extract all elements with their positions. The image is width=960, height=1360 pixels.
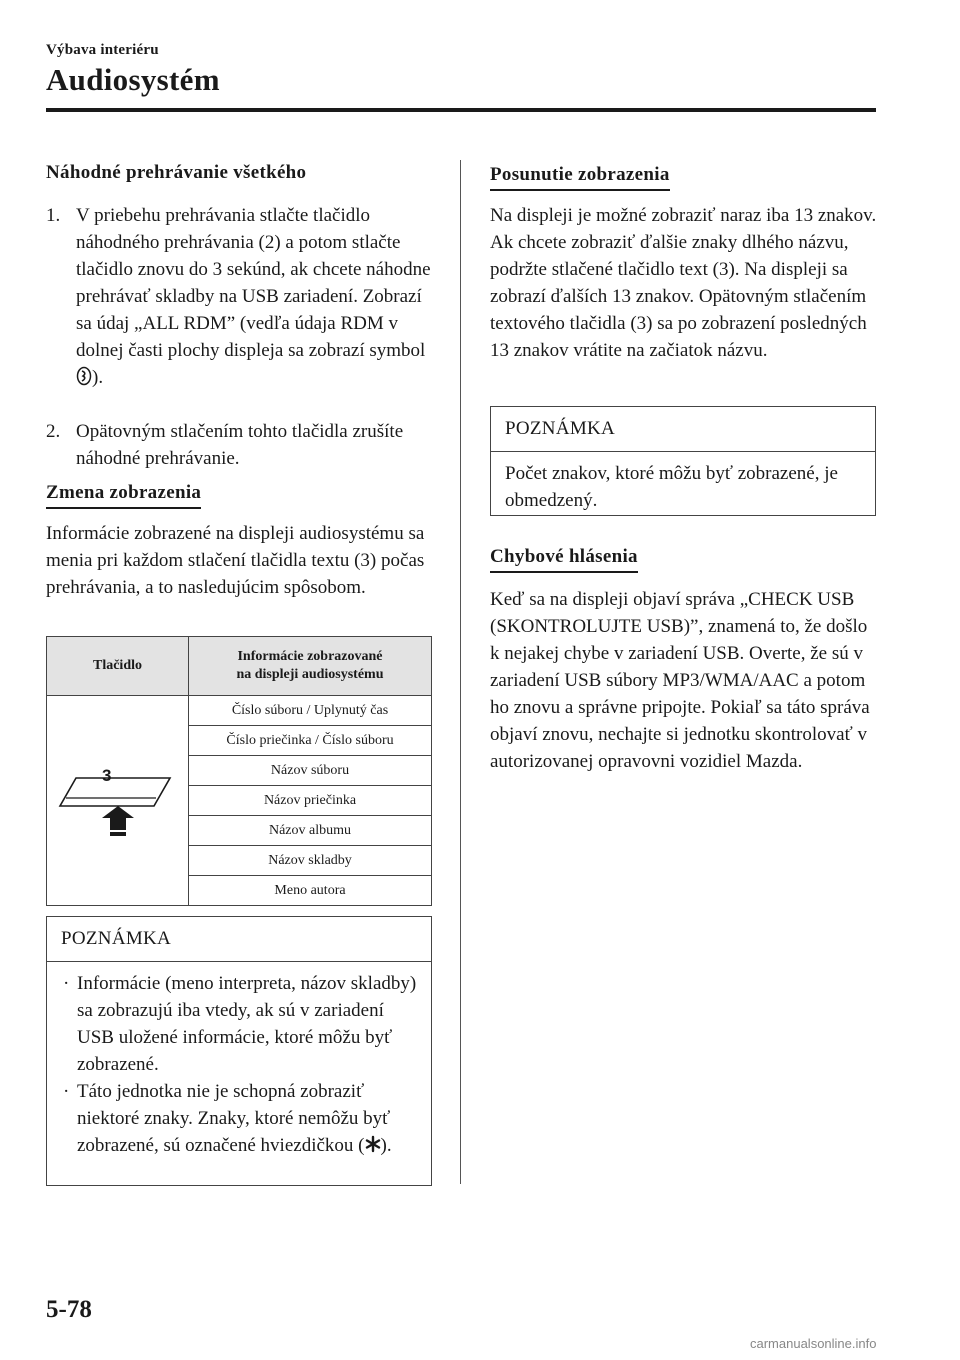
error-text: Keď sa na displeji objaví správa „CHECK USB (SKONTROLUJTE USB)”, znamená to, že došlo k nejakej chybe v zariadení USB. Overte, že sú v zariadení USB súbory MP3/WMA/AAC a potom ho znovu a správne pripojte. Pokiaľ sa táto správa objaví znovu, nechajte si jednotku skontrolovať v autorizovanej opravovni vozidiel Mazda. — [490, 589, 870, 772]
step-text: Opätovným stlačením tohto tlačidla zrušíte náhodné prehrávanie. — [76, 421, 404, 469]
watermark: carmanualsonline.info — [750, 1336, 877, 1351]
chapter-label: Výbava interiéru — [46, 42, 159, 58]
page-number: 5-78 — [46, 1296, 92, 1323]
table-row: Názov priečinka — [189, 786, 432, 816]
table-row: Názov skladby — [189, 846, 432, 876]
note-bullet: · Informácie (meno interpreta, názov skladby) sa zobrazujú iba vtedy, ak sú v zariadení USB uložené informácie, ktoré môžu byť zobrazené. — [61, 970, 417, 1078]
page-title: Audiosystém — [46, 62, 220, 97]
text-button-icon — [58, 758, 178, 838]
note-body — [47, 962, 431, 1169]
step-text: V priebehu prehrávania stlačte tlačidlo náhodného prehrávania (2) a potom stlačte tlačidlo znovu do 3 sekúnd, ak chcete náhodne prehrávať skladby na USB zariadení. Zobrazí sa údaj „ALL RDM” (vedľa údaja RDM v dolnej časti plochy displeja sa zobrazí symbol ). — [76, 202, 438, 394]
note-box-right — [490, 406, 876, 516]
step-number: 1. — [46, 205, 61, 226]
step-number: 2. — [46, 421, 61, 442]
display-change-heading: Zmena zobrazenia — [46, 482, 201, 509]
header-rule — [46, 108, 876, 112]
scroll-text: Na displeji je možné zobraziť naraz iba 13 znakov. Ak chcete zobraziť ďalšie znaky dlhého názvu, podržte stlačené tlačidlo text (3). Na displeji sa zobrazí ďalších 13 znakov. Opätovným stlačením textového tlačidla (3) sa po zobrazení posledných 13 znakov vrátite na začiatok názvu. — [490, 205, 877, 361]
table-row: Názov albumu — [189, 816, 432, 846]
table-row: Názov súboru — [189, 756, 432, 786]
button-illustration — [47, 696, 189, 906]
step-2 — [46, 418, 438, 474]
step-1 — [46, 202, 438, 422]
error-heading: Chybové hlásenia — [490, 546, 638, 573]
bullet-dot-icon: · — [63, 1081, 70, 1102]
note-heading: POZNÁMKA — [491, 407, 875, 452]
table-row: Meno autora — [189, 876, 432, 906]
note-box-left — [46, 916, 432, 1186]
note-bullet: · Táto jednotka nie je schopná zobraziť niektoré znaky. Znaky, ktoré nemôžu byť zobrazené, sú označené hviezdičkou ( ). — [61, 1078, 417, 1161]
table-row: Číslo priečinka / Číslo súboru — [189, 726, 432, 756]
shuffle-heading: Náhodné prehrávanie všetkého — [46, 162, 307, 183]
column-divider — [460, 160, 461, 1184]
shuffle-symbol-icon — [76, 366, 92, 394]
note-body: Počet znakov, ktoré môžu byť zobrazené, je obmedzený. — [505, 463, 838, 511]
asterisk-icon — [365, 1134, 381, 1161]
table-header-button: Tlačidlo — [47, 637, 189, 696]
scroll-heading: Posunutie zobrazenia — [490, 164, 670, 191]
display-change-text: Informácie zobrazené na displeji audiosystému sa menia pri každom stlačení tlačidla textu (3) počas prehrávania, a to nasledujúcim spôsobom. — [46, 523, 425, 598]
note-heading: POZNÁMKA — [47, 917, 431, 962]
bullet-dot-icon: · — [63, 973, 70, 994]
button-number-label: 3 — [102, 766, 112, 785]
table-row: Číslo súboru / Uplynutý čas — [189, 696, 432, 726]
table-header-info: Informácie zobrazované na displeji audiosystému — [189, 637, 432, 696]
